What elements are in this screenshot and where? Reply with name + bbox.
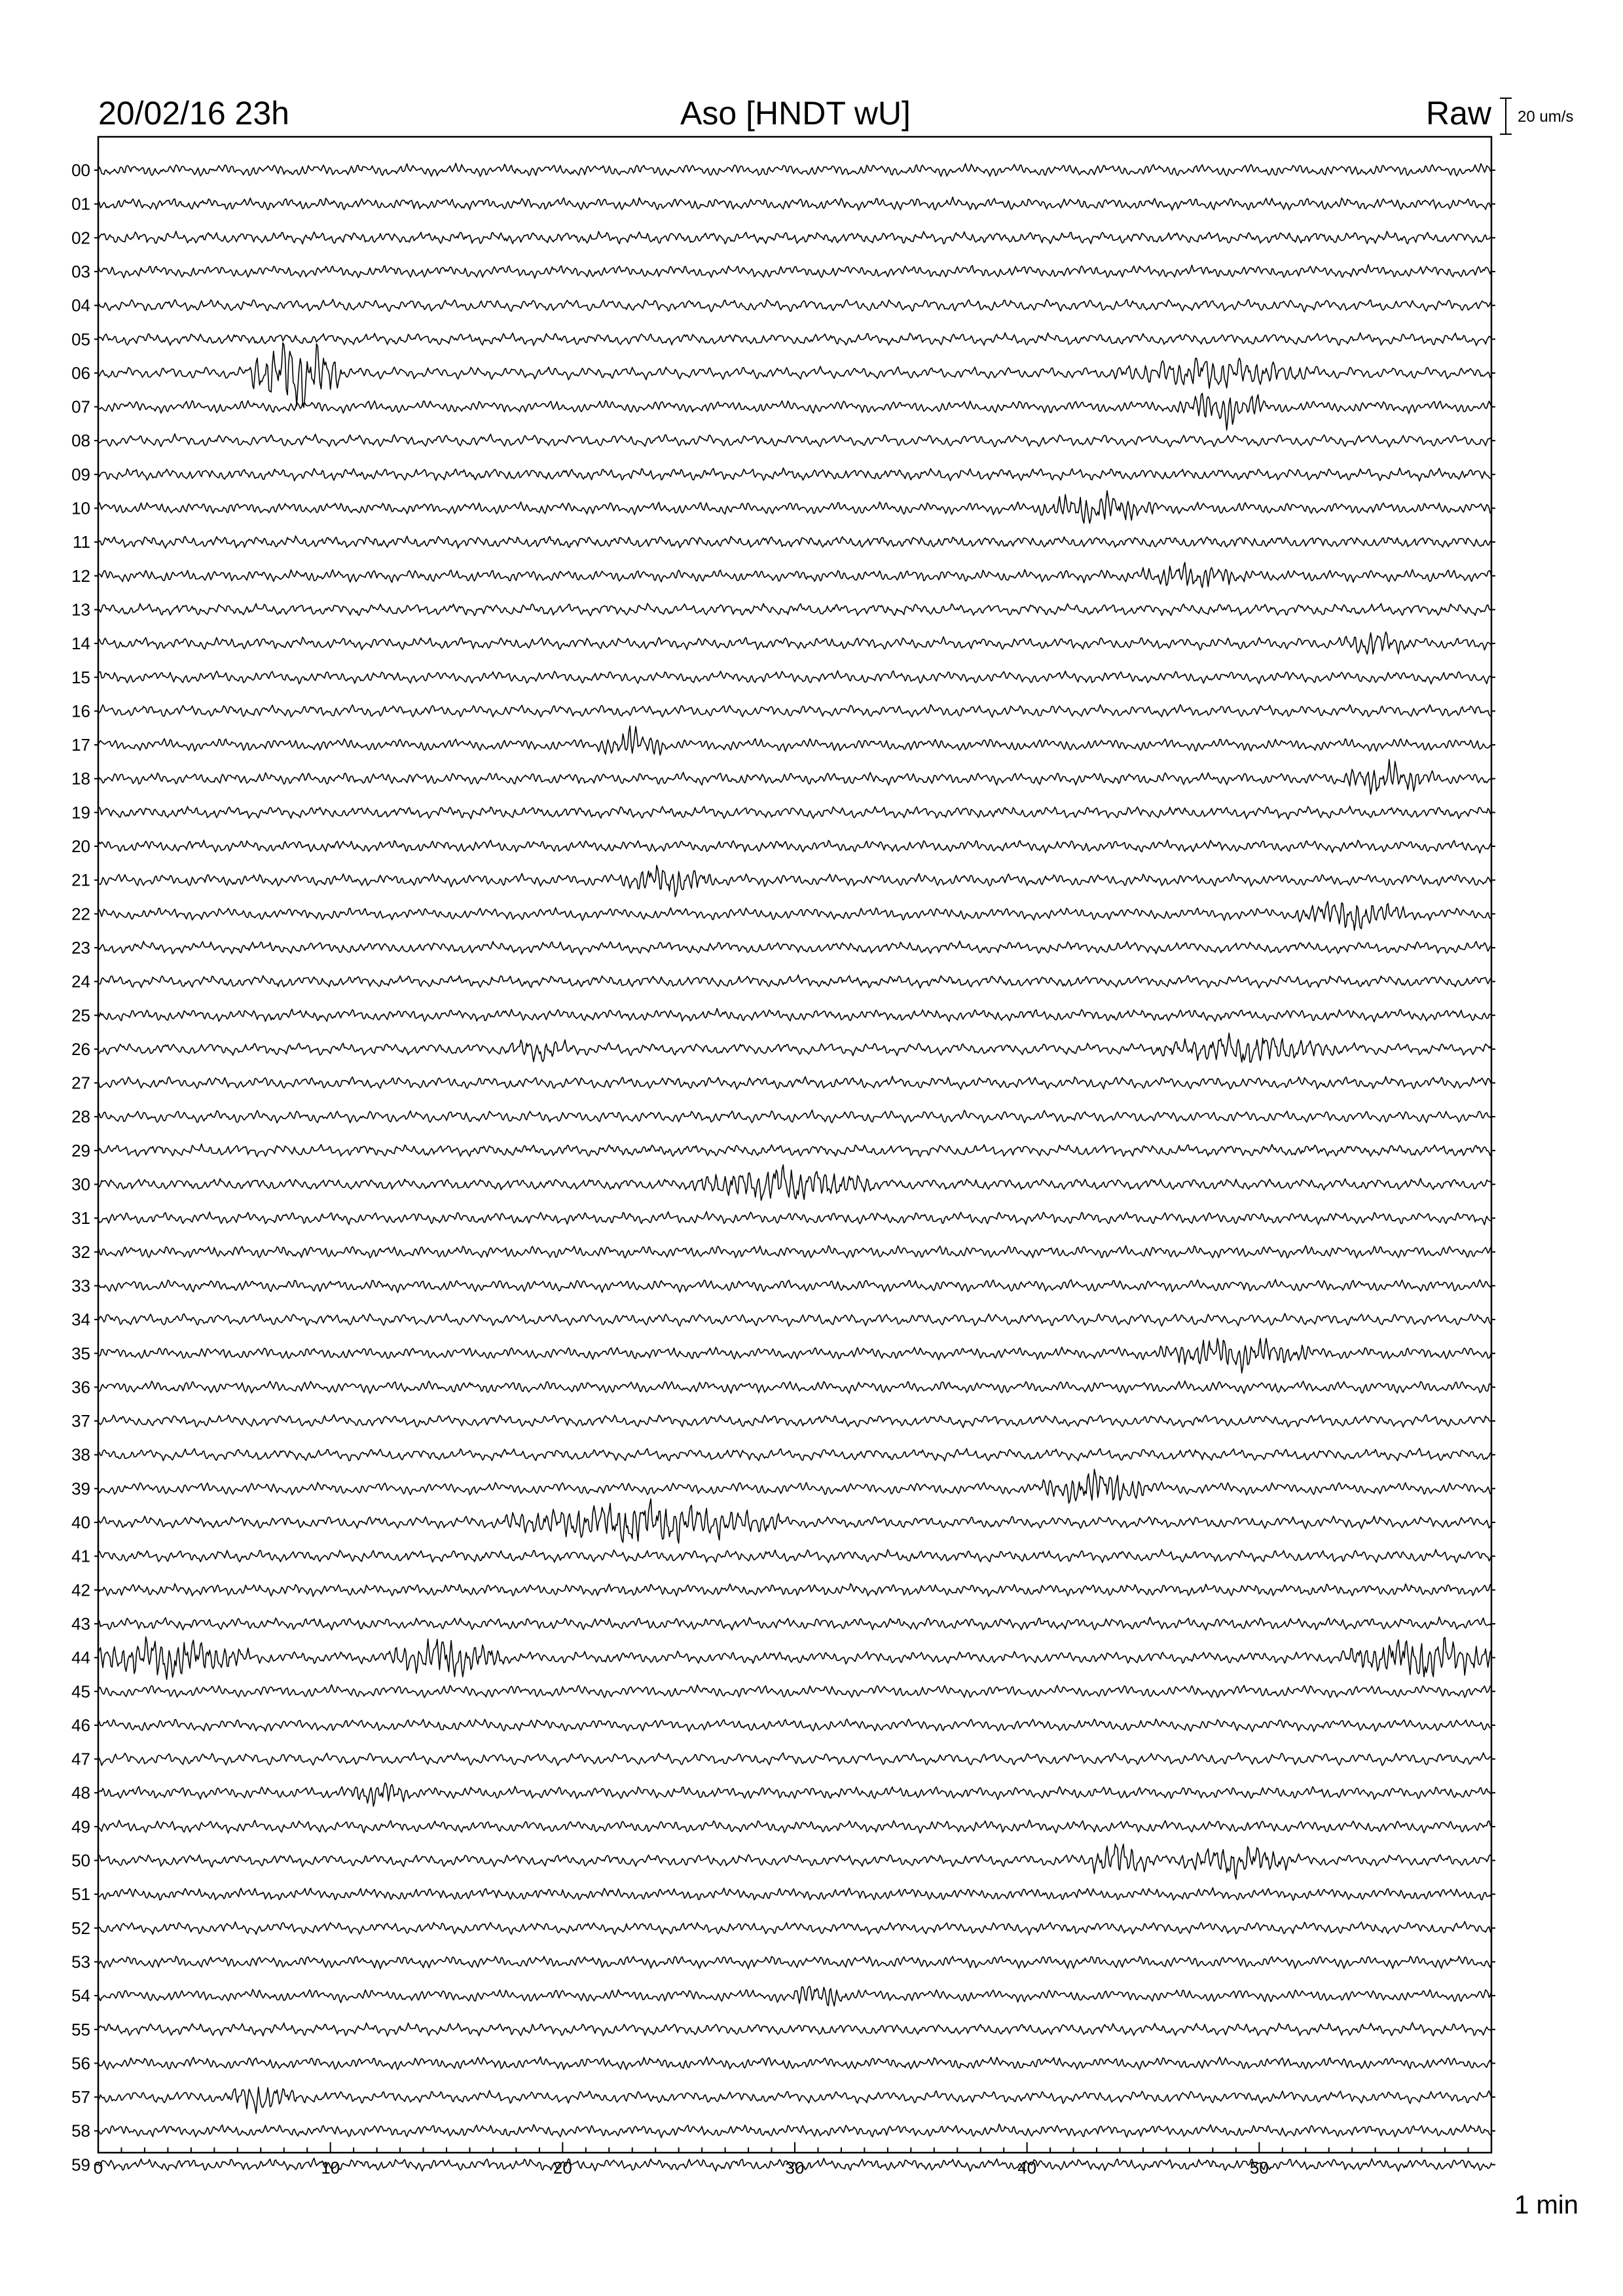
row-label-04: 04 (71, 295, 90, 315)
trace-row-01 (98, 197, 1491, 210)
row-label-50: 50 (71, 1850, 90, 1871)
trace-row-49 (98, 1820, 1491, 1833)
row-label-09: 09 (71, 464, 90, 484)
trace-row-42 (98, 1584, 1491, 1597)
trace-row-31 (98, 1211, 1491, 1225)
row-label-14: 14 (71, 634, 90, 654)
row-label-00: 00 (71, 160, 90, 180)
trace-row-48 (98, 1783, 1491, 1806)
trace-row-06 (98, 343, 1491, 408)
row-label-34: 34 (71, 1310, 90, 1330)
trace-row-32 (98, 1246, 1491, 1258)
row-label-28: 28 (71, 1107, 90, 1127)
row-label-55: 55 (71, 2019, 90, 2039)
trace-row-38 (98, 1448, 1491, 1461)
trace-row-46 (98, 1719, 1491, 1731)
row-label-11: 11 (73, 532, 90, 552)
trace-row-39 (98, 1469, 1491, 1503)
trace-row-17 (98, 726, 1491, 755)
trace-row-09 (98, 468, 1491, 481)
row-label-44: 44 (71, 1647, 90, 1668)
row-label-59: 59 (71, 2155, 90, 2175)
trace-row-29 (98, 1144, 1491, 1157)
row-label-24: 24 (71, 971, 90, 992)
trace-row-15 (98, 671, 1491, 684)
trace-group (94, 163, 1495, 2171)
row-label-01: 01 (71, 194, 90, 214)
row-label-22: 22 (71, 904, 90, 924)
trace-row-12 (98, 562, 1491, 587)
x-tick-label-50: 50 (1249, 2158, 1269, 2178)
x-tick-label-40: 40 (1017, 2158, 1037, 2178)
row-label-56: 56 (71, 2053, 90, 2073)
row-label-15: 15 (71, 667, 90, 687)
row-label-20: 20 (71, 836, 90, 856)
row-label-30: 30 (71, 1174, 90, 1194)
trace-row-36 (98, 1381, 1491, 1393)
x-tick-label-0: 0 (93, 2158, 103, 2178)
trace-row-40 (98, 1499, 1491, 1543)
row-label-13: 13 (71, 600, 90, 620)
trace-row-53 (98, 1956, 1491, 1969)
row-label-group (71, 160, 90, 2174)
row-label-26: 26 (71, 1039, 90, 1059)
row-label-54: 54 (71, 1986, 90, 2006)
x-tick-label-20: 20 (553, 2158, 572, 2178)
trace-row-30 (98, 1165, 1491, 1200)
row-label-37: 37 (71, 1411, 90, 1431)
row-label-21: 21 (71, 870, 90, 890)
trace-row-56 (98, 2057, 1491, 2070)
trace-row-11 (98, 536, 1491, 548)
trace-row-34 (98, 1314, 1491, 1326)
trace-row-47 (98, 1753, 1491, 1766)
trace-row-43 (98, 1617, 1491, 1630)
trace-row-52 (98, 1922, 1491, 1935)
trace-row-25 (98, 1009, 1491, 1022)
trace-row-13 (98, 603, 1491, 616)
trace-row-10 (98, 491, 1491, 524)
row-label-31: 31 (71, 1208, 90, 1229)
row-label-57: 57 (71, 2087, 90, 2108)
trace-row-57 (98, 2087, 1491, 2113)
trace-row-24 (98, 975, 1491, 988)
row-label-06: 06 (71, 363, 90, 383)
mode-label: Raw (1425, 95, 1491, 132)
row-label-40: 40 (71, 1513, 90, 1532)
trace-row-44 (98, 1637, 1491, 1679)
trace-row-50 (98, 1844, 1491, 1879)
trace-row-02 (98, 231, 1491, 243)
trace-row-55 (98, 2022, 1491, 2036)
trace-row-51 (98, 1888, 1491, 1900)
row-label-39: 39 (71, 1479, 90, 1499)
x-tick-label-30: 30 (785, 2158, 805, 2178)
trace-row-33 (98, 1280, 1491, 1293)
row-label-33: 33 (71, 1276, 90, 1296)
trace-row-58 (98, 2124, 1491, 2138)
trace-row-26 (98, 1033, 1491, 1062)
trace-row-04 (98, 299, 1491, 312)
amplitude-scale-bar (1500, 98, 1573, 134)
trace-row-18 (98, 759, 1491, 794)
row-label-43: 43 (71, 1613, 90, 1634)
trace-row-19 (98, 806, 1491, 819)
x-axis (94, 2142, 1491, 2178)
trace-row-35 (98, 1338, 1491, 1373)
row-label-49: 49 (71, 1816, 90, 1837)
row-label-27: 27 (71, 1073, 90, 1093)
row-label-08: 08 (71, 431, 90, 451)
row-label-52: 52 (71, 1918, 90, 1938)
x-tick-label-10: 10 (321, 2158, 340, 2178)
row-label-17: 17 (71, 735, 90, 755)
row-label-07: 07 (71, 397, 90, 417)
row-label-02: 02 (71, 228, 90, 248)
row-label-10: 10 (71, 498, 90, 518)
row-label-48: 48 (71, 1783, 90, 1803)
row-label-25: 25 (71, 1005, 90, 1026)
row-label-05: 05 (71, 329, 90, 350)
row-label-41: 41 (71, 1546, 90, 1566)
trace-row-28 (98, 1110, 1491, 1123)
trace-row-54 (98, 1986, 1491, 2006)
row-label-32: 32 (71, 1242, 90, 1262)
trace-row-27 (98, 1077, 1491, 1090)
trace-row-03 (98, 264, 1491, 278)
row-label-58: 58 (71, 2121, 90, 2141)
timestamp-label: 20/02/16 23h (98, 95, 289, 132)
row-label-12: 12 (71, 565, 90, 586)
row-label-19: 19 (71, 802, 90, 823)
row-label-18: 18 (71, 768, 90, 789)
trace-row-21 (98, 865, 1491, 897)
row-label-35: 35 (71, 1343, 90, 1363)
trace-row-41 (98, 1549, 1491, 1562)
row-label-45: 45 (71, 1681, 90, 1702)
row-label-51: 51 (71, 1884, 90, 1905)
station-title: Aso [HNDT wU] (680, 95, 911, 132)
trace-row-05 (98, 332, 1491, 346)
row-label-36: 36 (71, 1377, 90, 1397)
trace-row-23 (98, 941, 1491, 955)
x-axis-unit-label: 1 min (1514, 2191, 1578, 2219)
row-label-29: 29 (71, 1140, 90, 1160)
trace-row-14 (98, 632, 1491, 655)
row-label-03: 03 (71, 261, 90, 281)
row-label-42: 42 (71, 1580, 90, 1600)
trace-row-37 (98, 1414, 1491, 1427)
trace-row-00 (98, 163, 1491, 176)
trace-row-22 (98, 901, 1491, 930)
scale-label: 20 um/s (1518, 108, 1574, 126)
row-label-53: 53 (71, 1952, 90, 1972)
row-label-47: 47 (71, 1749, 90, 1769)
row-label-23: 23 (71, 937, 90, 958)
trace-row-07 (98, 393, 1491, 430)
row-label-46: 46 (71, 1715, 90, 1735)
trace-row-45 (98, 1685, 1491, 1698)
row-label-16: 16 (71, 701, 90, 721)
trace-row-08 (98, 434, 1491, 447)
row-label-38: 38 (71, 1444, 90, 1465)
trace-row-20 (98, 840, 1491, 853)
trace-row-16 (98, 705, 1491, 717)
